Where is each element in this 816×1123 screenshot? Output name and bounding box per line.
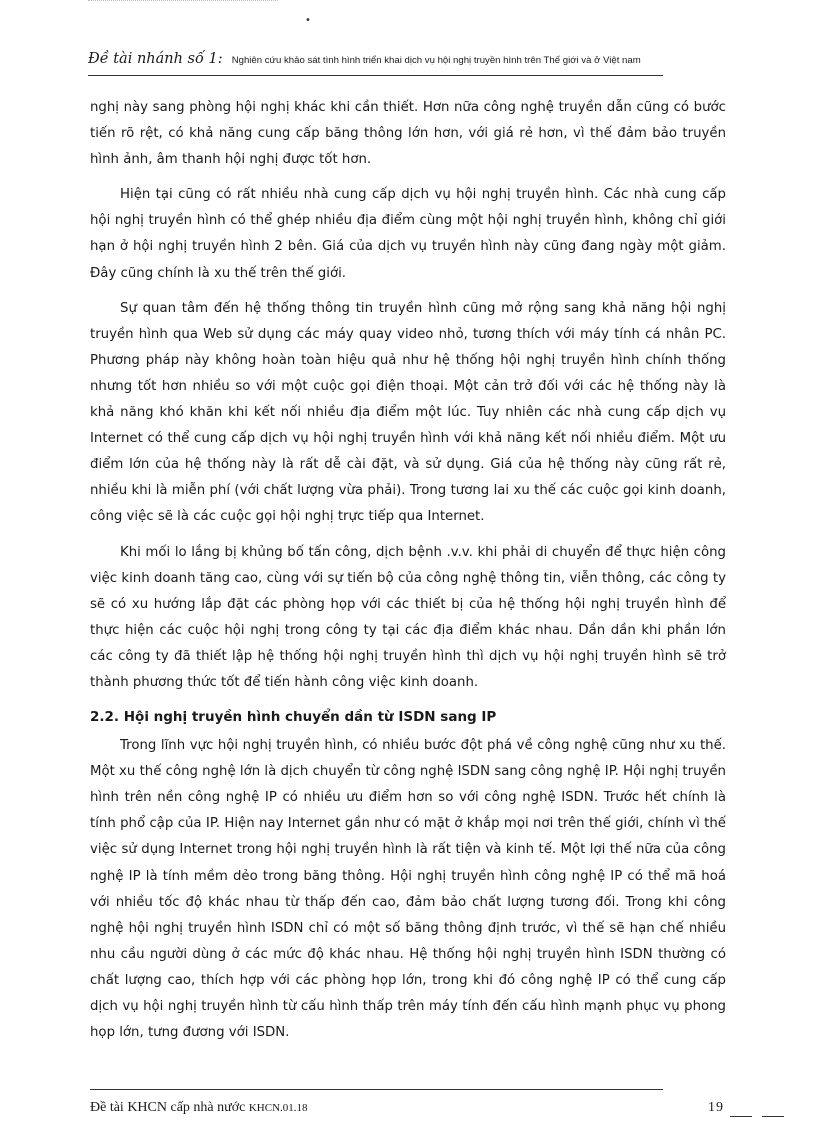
header-divider: [88, 75, 663, 76]
footer-dash: [730, 1116, 752, 1117]
header-subtitle: Nghiên cứu khảo sát tình hình triển khai dịch vụ hội nghị truyền hình trên Thế giới và ở Việt nam: [231, 55, 641, 66]
scan-artifact-dot: •: [305, 15, 311, 26]
scan-artifact-line: [88, 0, 278, 9]
paragraph: Hiện tại cũng có rất nhiều nhà cung cấp dịch vụ hội nghị truyền hình. Các nhà cung cấp hội nghị truyền hình có thể ghép nhiều địa điểm cùng một hội nghị truyền hình, không chỉ giới hạn ở hội nghị truyền hình 2 bên. Giá của dịch vụ truyền hình này cũng đang ngày một giảm. Đây cũng chính là xu thế trên thế giới.: [90, 187, 726, 281]
page-number: 19: [708, 1100, 724, 1115]
paragraph: Khi mối lo lắng bị khủng bố tấn công, dịch bệnh .v.v. khi phải di chuyển để thực hiện công việc kinh doanh tăng cao, cùng với sự tiến bộ của công nghệ thông tin, viễn thông, các công ty sẽ có xu hướng lắp đặt các phòng họp với các thiết bị của hệ thống hội nghị truyền hình để thực hiện các cuộc hội nghị trong công ty tại các địa điểm khác nhau. Dần dần khi phần lớn các công ty đã thiết lập hệ thống hội nghị truyền hình thì dịch vụ hội nghị truyền hình sẽ trở thành phương thức tốt để tiến hành công việc kinh doanh.: [90, 544, 726, 690]
section-heading: 2.2. Hội nghị truyền hình chuyển dần từ ISDN sang IP: [90, 709, 497, 726]
paragraph-continuation: nghị này sang phòng hội nghị khác khi cần thiết. Hơn nữa công nghệ truyền dẫn cũng có bước tiến rõ rệt, có khả năng cung cấp băng thông lớn hơn, với giá rẻ hơn, vì thế đảm bảo truyền hình ảnh, âm thanh hội nghị được tốt hơn.: [90, 100, 726, 168]
paragraph: Sự quan tâm đến hệ thống thông tin truyền hình cũng mở rộng sang khả năng hội nghị truyền hình qua Web sử dụng các máy quay video nhỏ, tương thích với máy tính cá nhân PC. Phương pháp này không hoàn toàn hiệu quả như hệ thống hội nghị truyền hình chính thống nhưng tốt hơn nhiều so với một cuộc gọi điện thoại. Một cản trở đối với các hệ thống này là khả năng khó khăn khi kết nối nhiều địa điểm một lúc. Tuy nhiên các nhà cung cấp dịch vụ Internet có thể cung cấp dịch vụ hội nghị truyền hình với khả năng kết nối nhiều điểm. Một ưu điểm lớn của hệ thống này là rất dễ cài đặt, và sử dụng. Giá của hệ thống này cũng rất rẻ, nhiều khi là miễn phí (với chất lượng vừa phải). Trong tương lai xu thế các cuộc gọi kinh doanh, công việc sẽ là các cuộc gọi hội nghị trực tiếp qua Internet.: [90, 300, 726, 525]
document-body: [90, 95, 726, 1055]
footer-dash: [762, 1116, 784, 1117]
page-footer: [90, 1100, 308, 1116]
header-label: Đề tài nhánh số 1:: [88, 51, 223, 67]
footer-label: Đề tài KHCN cấp nhà nước: [90, 1100, 246, 1115]
paragraph: Trong lĩnh vực hội nghị truyền hình, có nhiều bước đột phá về công nghệ cũng như xu thế. Một xu thế công nghệ lớn là dịch chuyển từ công nghệ ISDN sang công nghệ IP. Hội nghị truyền hình trên nền công nghệ IP có nhiều ưu điểm hơn so với công nghệ ISDN. Trước hết chính là tính phổ cập của IP. Hiện nay Internet gần như có mặt ở khắp mọi nơi trên thế giới, chính vì thế việc sử dụng Internet trong hội nghị truyền hình là rất tiện và kinh tế. Một lợi thế nữa của công nghệ IP là tính mềm dẻo trong băng thông. Hội nghị truyền hình công nghệ IP có thể mã hoá với nhiều tốc độ khác nhau từ thấp đến cao, đảm bảo chất lượng tương đối. Trong khi công nghệ hội nghị truyền hình ISDN chỉ có một số băng thông định trước, vì thế sẽ hạn chế nhiều nhu cầu người dùng ở các mức độ khác nhau. Hệ thống hội nghị truyền hình ISDN thường có chất lượng cao, thích hợp với các phòng họp lớn, trong khi đó công nghệ IP có thể cung cấp dịch vụ hội nghị truyền hình từ cấu hình thấp trên máy tính đến cấu hình mạnh phục vụ phong họp lớn, tưng đương với ISDN.: [90, 738, 726, 1041]
footer-code: KHCN.01.18: [248, 1102, 308, 1114]
page-header: [88, 48, 668, 67]
footer-divider: [90, 1089, 663, 1090]
